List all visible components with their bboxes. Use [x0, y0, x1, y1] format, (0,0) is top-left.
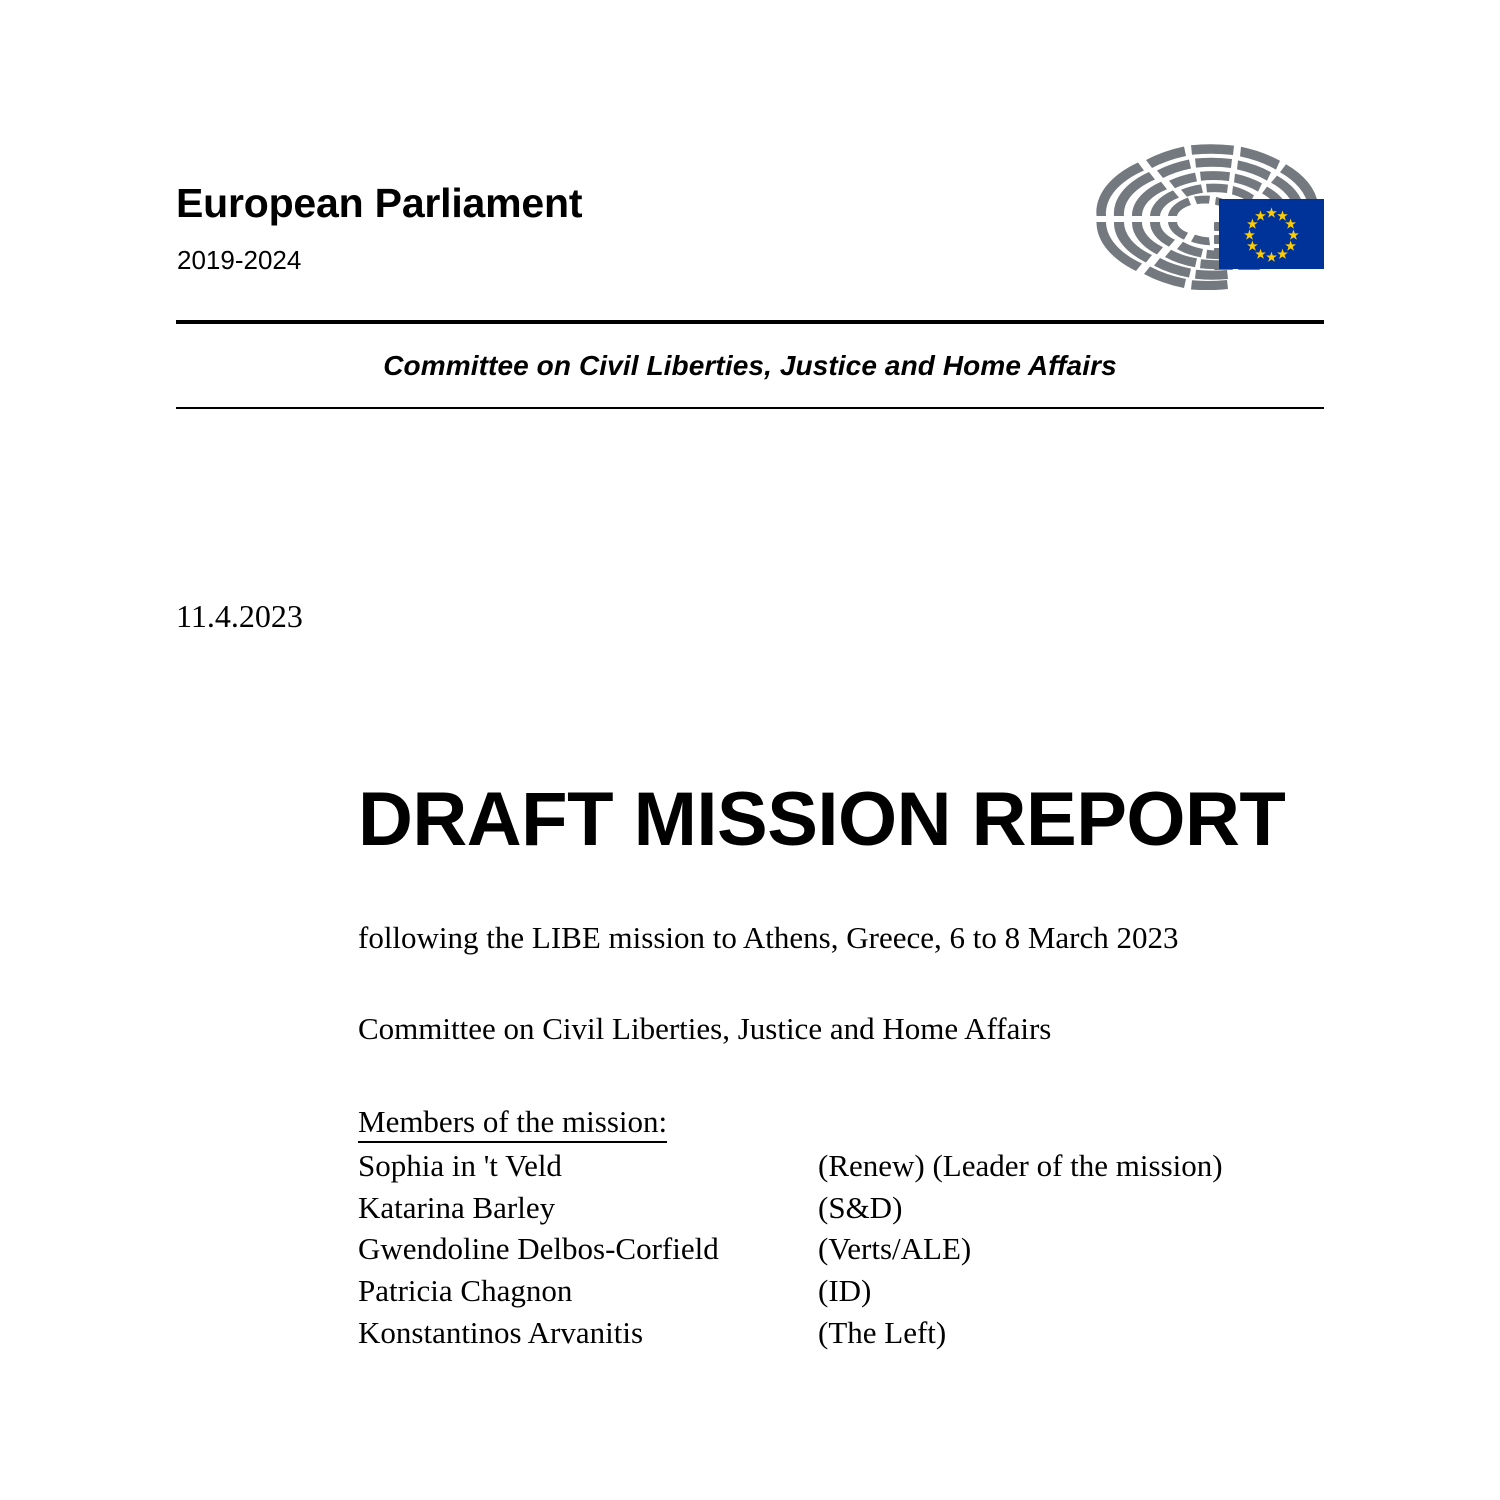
- european-union-flag-icon: [1219, 199, 1324, 269]
- european-parliament-logo: [1088, 138, 1328, 290]
- table-row: [358, 1228, 1358, 1270]
- spacer: [358, 959, 1358, 1009]
- document-body: [358, 918, 1358, 1353]
- table-row: [358, 1312, 1358, 1354]
- members-section: [358, 1102, 1358, 1353]
- member-group: (The Left): [818, 1314, 947, 1350]
- members-table: [358, 1145, 1358, 1353]
- committee-reference: Committee on Civil Liberties, Justice and Home Affairs: [358, 1010, 1052, 1046]
- member-group: (S&D): [818, 1189, 903, 1225]
- member-name: Konstantinos Arvanitis: [358, 1314, 644, 1350]
- member-name: Katarina Barley: [358, 1189, 556, 1225]
- spacer: [358, 1050, 1358, 1102]
- member-group: (Verts/ALE): [818, 1231, 972, 1267]
- members-heading: Members of the mission:: [358, 1104, 667, 1144]
- mission-subtitle: following the LIBE mission to Athens, Greece, 6 to 8 March 2023: [358, 920, 1179, 955]
- member-group: (Renew) (Leader of the mission): [818, 1148, 1223, 1184]
- committee-band: [176, 324, 1324, 407]
- member-name: Patricia Chagnon: [358, 1272, 573, 1308]
- table-row: [358, 1270, 1358, 1312]
- table-row: [358, 1145, 1358, 1187]
- page-title: DRAFT MISSION REPORT: [358, 777, 1286, 862]
- member-name: Sophia in 't Veld: [358, 1148, 562, 1184]
- parliamentary-term: 2019-2024: [177, 245, 302, 275]
- committee-name: Committee on Civil Liberties, Justice and Home Affairs: [383, 349, 1117, 381]
- table-row: [358, 1187, 1358, 1229]
- institution-title: European Parliament: [176, 180, 583, 226]
- document-date: 11.4.2023: [176, 598, 303, 634]
- member-name: Gwendoline Delbos-Corfield: [358, 1231, 719, 1267]
- member-group: (ID): [818, 1272, 872, 1308]
- members-table-body: [358, 1145, 1358, 1353]
- header-rule-bottom: [176, 407, 1324, 409]
